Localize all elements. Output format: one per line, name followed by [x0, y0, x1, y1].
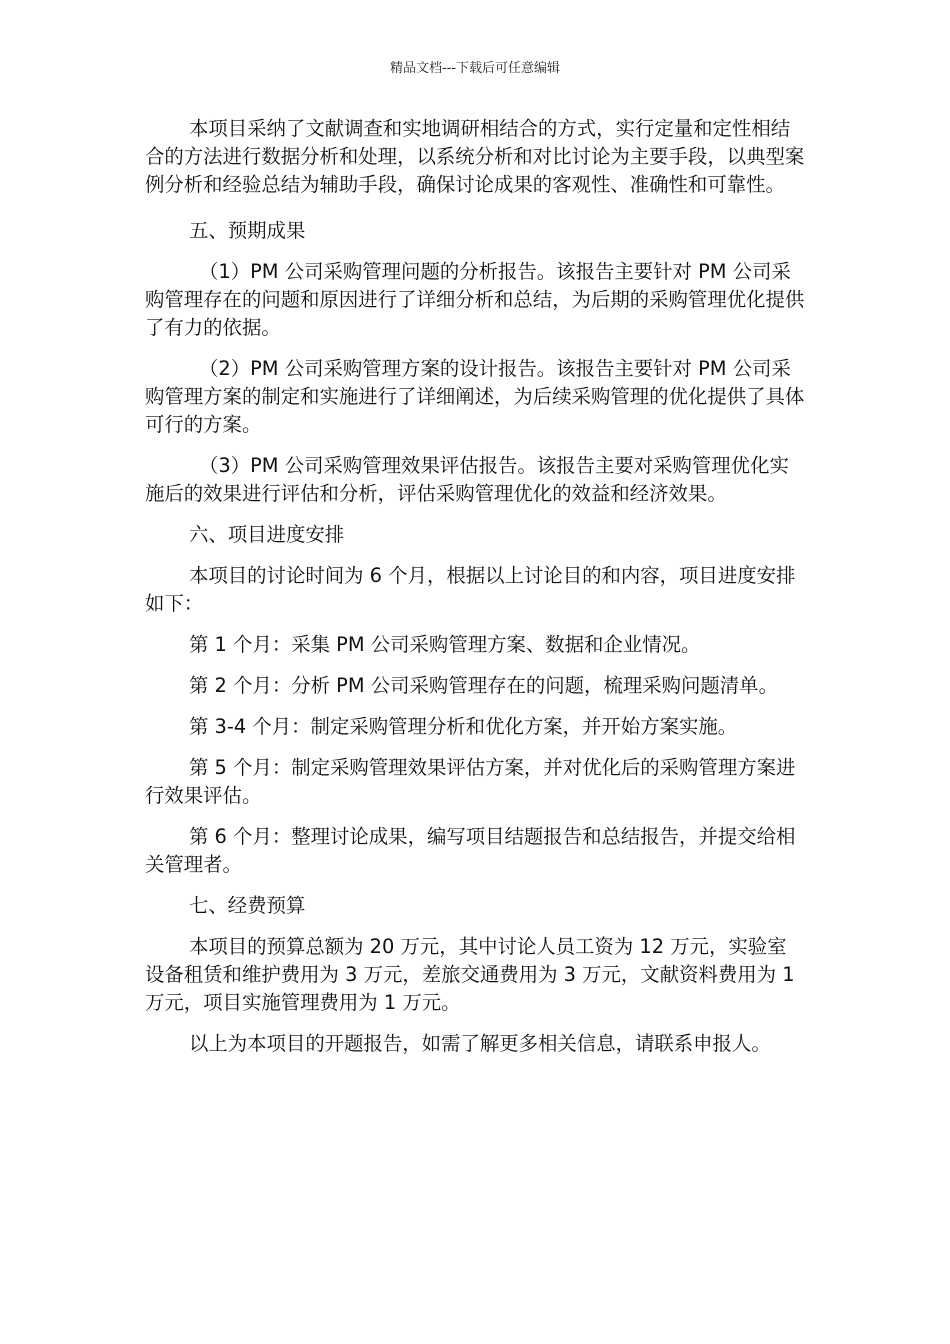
schedule-item-month-2: 第 2 个月：分析 PM 公司采购管理存在的问题，梳理采购问题清单。 [189, 674, 778, 697]
section-heading-schedule: 六、项目进度安排 [189, 523, 345, 546]
paragraph-budget: 本项目的预算总额为 20 万元，其中讨论人员工资为 12 万元，实验室设备租赁和维护费用为 3 万元，差旅交通费用为 3 万元，文献资料费用为 1 万元，项目实施管理费用为 1 万元。 [145, 935, 795, 1014]
paragraph-methodology: 本项目采纳了文献调查和实地调研相结合的方式，实行定量和定性相结合的方法进行数据分析和处理，以系统分析和对比讨论为主要手段，以典型案例分析和经验总结为辅助手段，确保讨论成果的客观性、准确性和可靠性。 [145, 117, 805, 196]
page-header: 精品文档---下载后可任意编辑 [389, 61, 561, 76]
paragraph-schedule-intro: 本项目的讨论时间为 6 个月，根据以上讨论目的和内容，项目进度安排如下： [145, 564, 796, 615]
schedule-item-month-5: 第 5 个月：制定采购管理效果评估方案，并对优化后的采购管理方案进行效果评估。 [145, 756, 796, 807]
document-body [145, 115, 805, 1071]
paragraph-result-1: （1）PM 公司采购管理问题的分析报告。该报告主要针对 PM 公司采购管理存在的问题和原因进行了详细分析和总结，为后期的采购管理优化提供了有力的依据。 [145, 260, 805, 339]
schedule-item-month-6: 第 6 个月：整理讨论成果，编写项目结题报告和总结报告，并提交给相关管理者。 [145, 825, 796, 876]
schedule-item-month-3-4: 第 3-4 个月：制定采购管理分析和优化方案，并开始方案实施。 [189, 715, 738, 738]
paragraph-closing: 以上为本项目的开题报告，如需了解更多相关信息，请联系申报人。 [189, 1032, 771, 1055]
schedule-item-month-1: 第 1 个月：采集 PM 公司采购管理方案、数据和企业情况。 [189, 633, 701, 656]
section-heading-expected-results: 五、预期成果 [189, 219, 306, 242]
section-heading-budget: 七、经费预算 [189, 894, 306, 917]
paragraph-result-2: （2）PM 公司采购管理方案的设计报告。该报告主要针对 PM 公司采购管理方案的制定和实施进行了详细阐述，为后续采购管理的优化提供了具体可行的方案。 [145, 357, 805, 436]
paragraph-result-3: （3）PM 公司采购管理效果评估报告。该报告主要对采购管理优化实施后的效果进行评估和分析，评估采购管理优化的效益和经济效果。 [145, 454, 789, 505]
